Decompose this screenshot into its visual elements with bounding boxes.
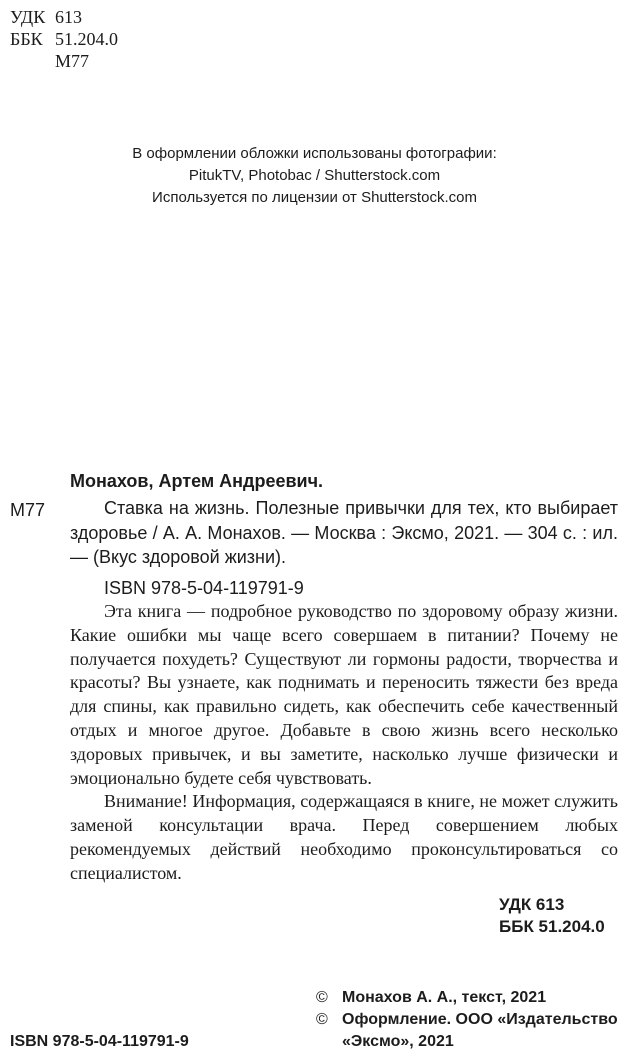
bottom-bbk: ББК 51.204.0 (499, 917, 605, 936)
record-isbn: ISBN 978-5-04-119791-9 (104, 577, 304, 598)
annotation-paragraph-2: Внимание! Информация, содержащаяся в книге, не может служить заменой консультации врача. Перед совершением любых рекомендуемых действий необходимо проконсультироваться со специалистом. (70, 791, 618, 883)
copyright-line-author (316, 987, 621, 1009)
bottom-udk: УДК 613 (499, 895, 565, 914)
top-bbk-label: ББК (10, 29, 43, 49)
copyright-block (316, 987, 621, 1053)
top-cutter-spacer (10, 50, 55, 72)
copyright-symbol: © (316, 1011, 328, 1028)
bibliographic-record (70, 496, 618, 600)
copyright-symbol: © (316, 989, 328, 1006)
top-udk-value: 613 (55, 7, 82, 27)
credits-line-2: PitukTV, Photobac / Shutterstock.com (188, 167, 441, 184)
top-cutter-value: М77 (55, 51, 90, 71)
credits-line-1: В оформлении обложки использованы фотографии: (132, 145, 497, 162)
copyright-author-text: Монахов А. А., текст, 2021 (342, 989, 547, 1006)
top-classification-block (10, 6, 118, 72)
annotation-paragraph-1: Эта книга — подробное руководство по здоровому образу жизни. Какие ошибки мы чаще всего совершаем в питании? Почему не получается похудеть? Существуют ли гормоны радости, творчества и красоты? Вы узнаете, как поднимать и переносить тяжести без вреда для спины, как правильно сидеть, как обеспечить себе качественный отдых и многое другое. Добавьте в свою жизнь всего несколько здоровых привычек, и вы заметите, насколько лучше физически и эмоционально будете себя чувствовать. (70, 601, 618, 788)
book-annotation (70, 600, 618, 886)
record-author-heading: Монахов, Артем Андреевич. (70, 471, 324, 491)
top-bbk-row (10, 28, 118, 50)
bottom-classification-block (499, 894, 605, 938)
copyright-design-text: Оформление. ООО «Издательство «Эксмо», 2021 (342, 1011, 618, 1050)
record-description: Ставка на жизнь. Полезные привычки для тех, кто выбирает здоровье / А. А. Монахов. — Москва : Эксмо, 2021. — 304 с. : ил. — (Вкус здоровой жизни). (70, 498, 618, 567)
cover-photo-credits (0, 143, 629, 209)
top-cutter-row (10, 50, 118, 72)
credits-line-3: Используется по лицензии от Shutterstock.com (152, 189, 477, 206)
record-cutter-code: М77 (10, 500, 46, 520)
top-bbk-value: 51.204.0 (55, 29, 118, 49)
bottom-isbn: ISBN 978-5-04-119791-9 (10, 1033, 189, 1050)
copyright-line-design (316, 1009, 621, 1053)
top-udk-label: УДК (10, 7, 46, 27)
top-udk-row (10, 6, 118, 28)
